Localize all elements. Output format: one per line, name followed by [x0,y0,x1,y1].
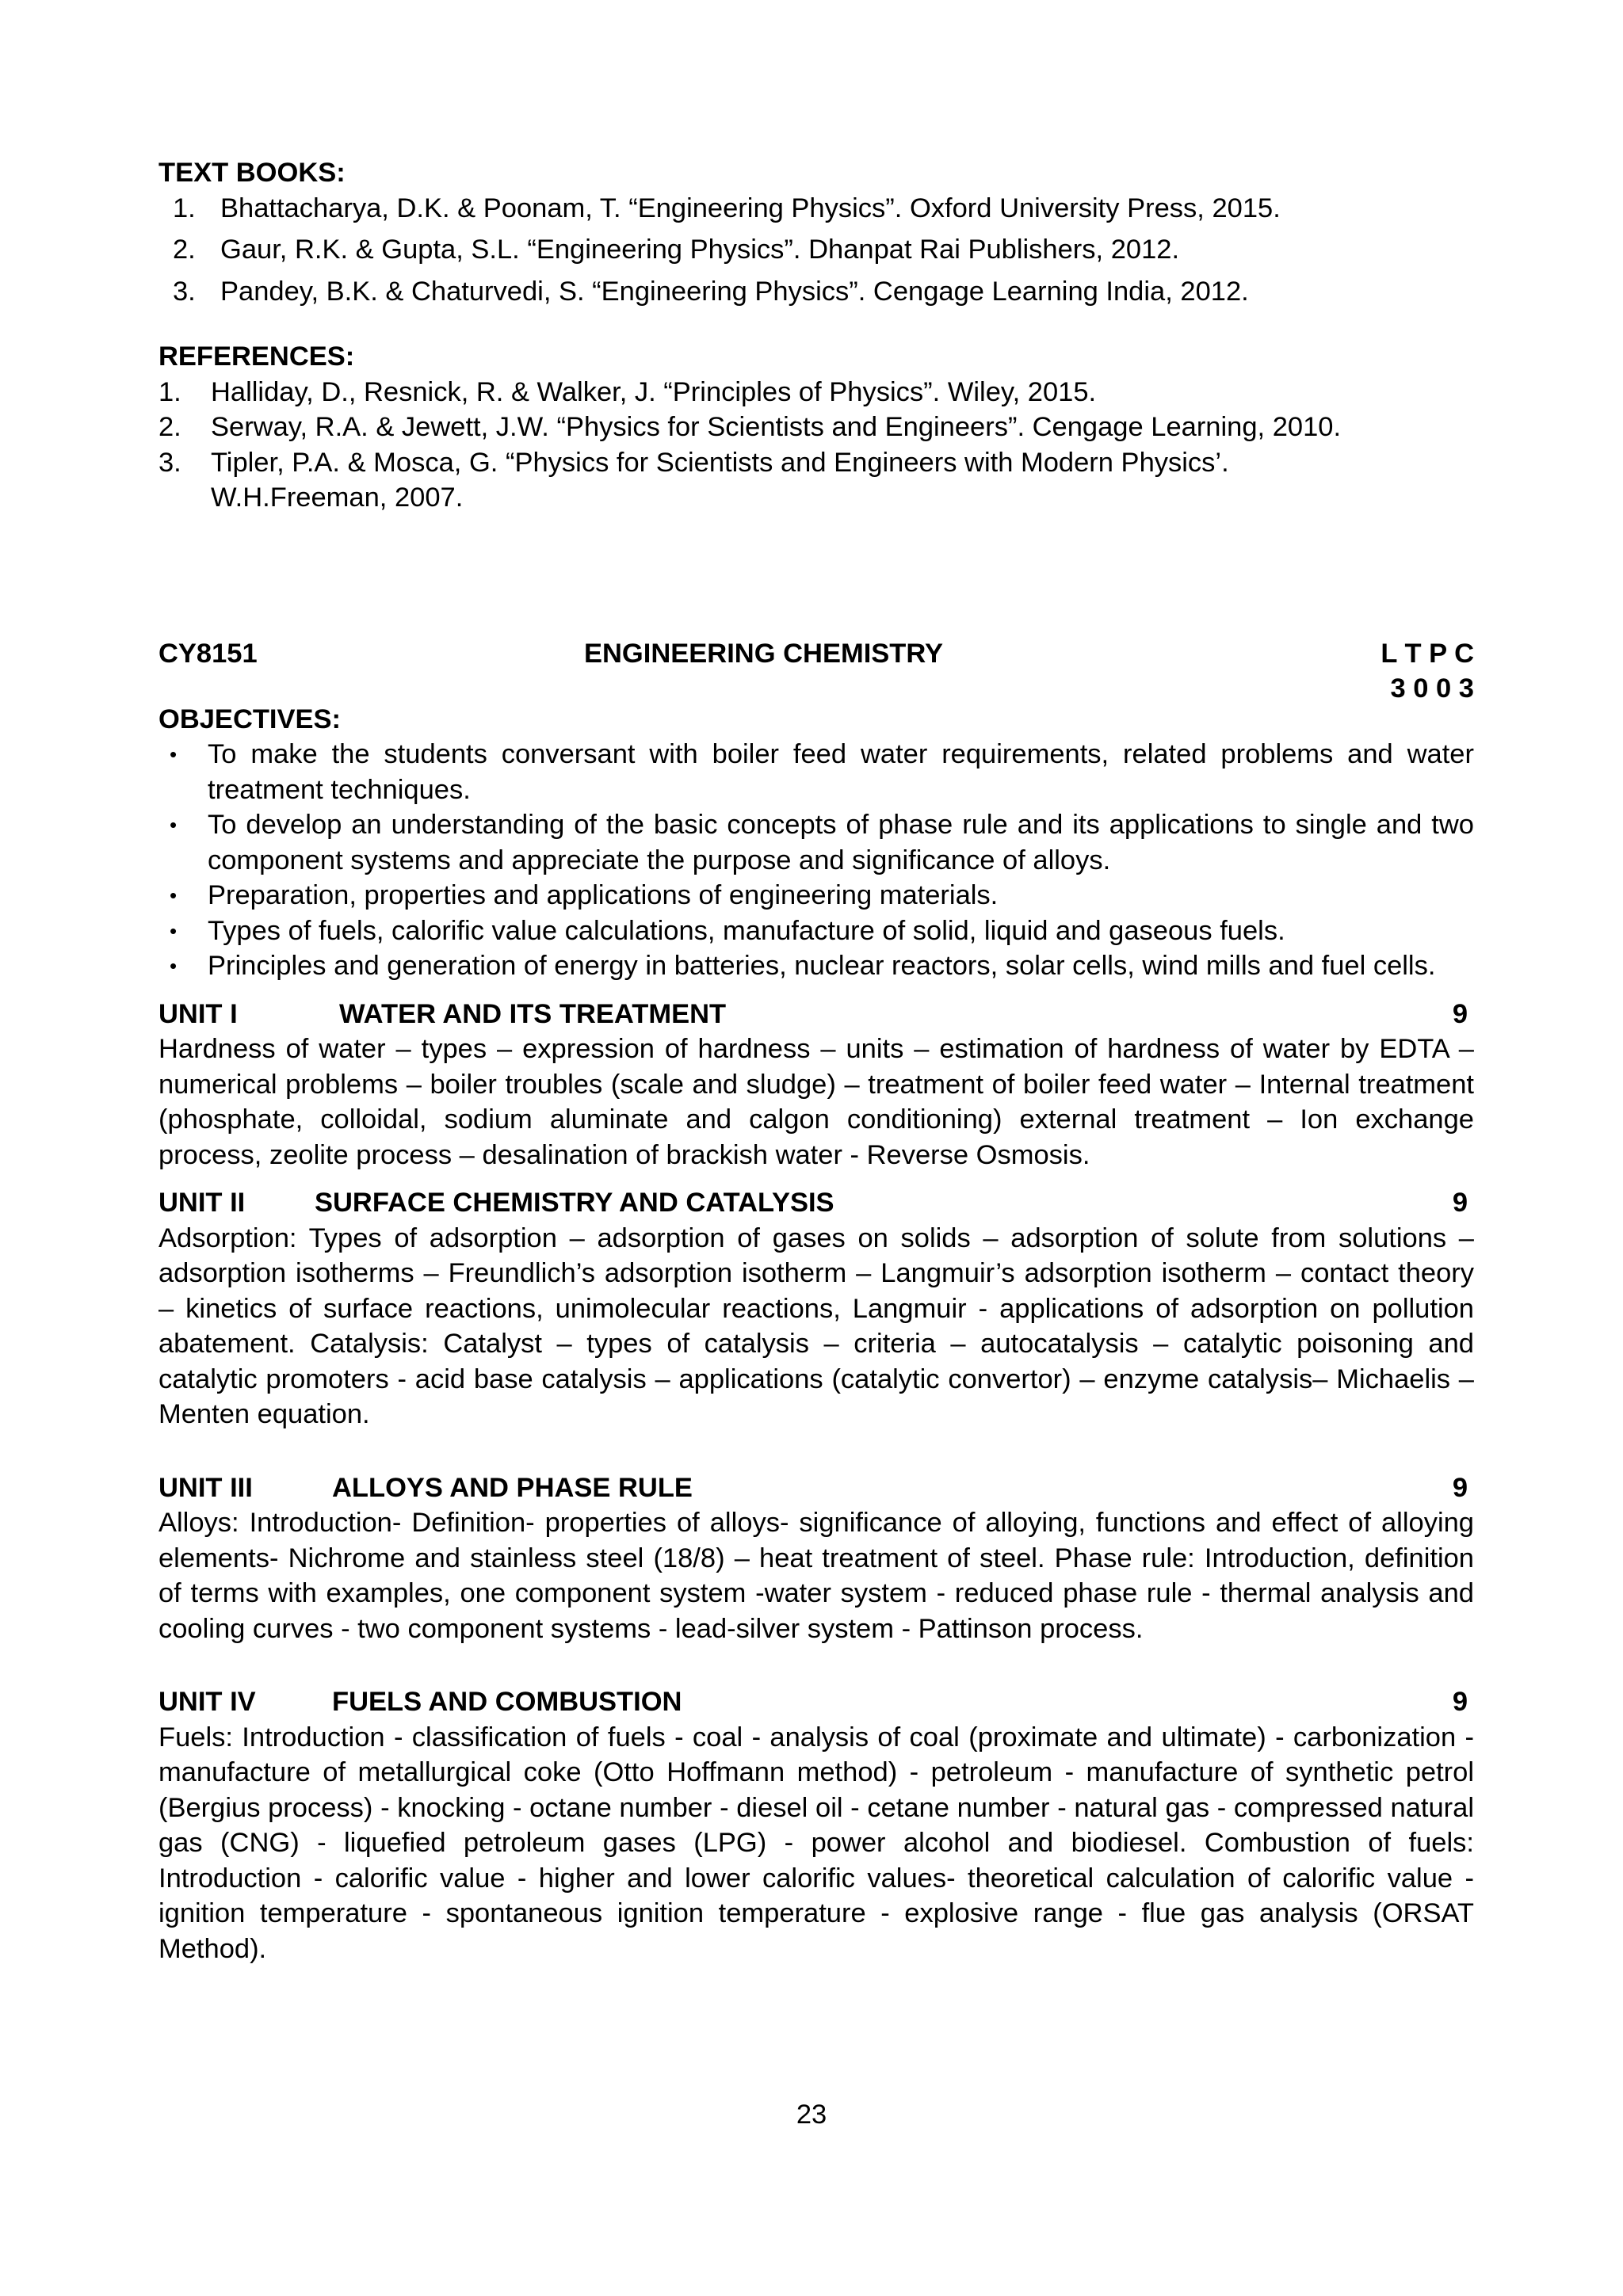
unit-section [158,1470,1474,1647]
unit-number: UNIT III [158,1472,253,1503]
ltpc-block [1339,636,1474,707]
textbooks-list [158,191,1474,310]
page-number: 23 [796,2100,827,2130]
objective-text: Types of fuels, calorific value calculations, manufacture of solid, liquid and gaseous fuels. [208,915,1285,946]
list-item-number: 3. [173,276,196,307]
ltpc-labels: L T P C [1381,638,1474,669]
objectives-list [158,737,1474,984]
list-item [158,375,1474,410]
unit-heading [158,1684,1474,1720]
unit-heading [158,1185,1474,1221]
textbooks-heading: TEXT BOOKS: [158,158,346,188]
list-item [158,807,1474,878]
bullet-icon: • [170,918,178,943]
list-item-number: 2. [173,235,196,265]
bullet-icon: • [170,883,178,907]
list-item [158,410,1474,445]
list-item-text: Tipler, P.A. & Mosca, G. “Physics for Scientists and Engineers with Modern Physics’. W.H.Freeman, 2007. [211,447,1229,513]
unit-hours: 9 [1452,998,1468,1029]
objective-text: Preparation, properties and applications of engineering materials. [208,880,999,910]
unit-section [158,997,1474,1173]
list-item-number: 1. [173,193,196,223]
list-item [158,913,1474,949]
list-item [158,948,1474,984]
objective-text: To develop an understanding of the basic concepts of phase rule and its applications to single and two component systems and appreciate the purpose and significance of alloys. [208,810,1474,875]
unit-body: Fuels: Introduction - classification of fuels - coal - analysis of coal (proximate and ultimate) - carbonization - manufacture of metallurgical coke (Otto Hoffmann method) - petroleum - manufacture of synthetic petrol (Bergius process) - knocking - octane number - diesel oil - cetane number - natural gas - compressed natural gas (CNG) - liquefied petroleum gases (LPG) - power alcohol and biodiesel. Combustion of fuels: Introduction - calorific value - higher and lower calorific values- theoretical calculation of calorific value - ignition temperature - spontaneous ignition temperature - explosive range - flue gas analysis (ORSAT Method). [158,1722,1474,1964]
list-item-text: Pandey, B.K. & Chaturvedi, S. “Engineering Physics”. Cengage Learning India, 2012. [220,276,1249,307]
objective-text: Principles and generation of energy in batteries, nuclear reactors, solar cells, wind mills and fuel cells. [208,951,1436,981]
unit-title: SURFACE CHEMISTRY AND CATALYSIS [315,1188,834,1218]
references-list [158,375,1474,516]
list-item-number: 2. [158,412,181,442]
list-item [158,445,1474,516]
list-item-number: 1. [158,376,181,407]
bullet-icon: • [170,954,178,978]
unit-heading [158,1470,1474,1506]
unit-hours: 9 [1452,1472,1468,1503]
list-item [158,232,1474,268]
list-item-number: 3. [158,447,181,478]
list-item [158,191,1474,227]
course-code: CY8151 [158,638,258,669]
course-header [158,636,1474,707]
unit-number: UNIT I [158,998,238,1029]
unit-body: Alloys: Introduction- Definition- properties of alloys- significance of alloying, functions and effect of alloying elements- Nichrome and stainless steel (18/8) – heat treatment of steel. Phase rule: Introduction, definition of terms with examples, one component system -water system - reduced phase rule - thermal analysis and cooling curves - two component systems - lead-silver system - Pattinson process. [158,1508,1474,1644]
unit-section [158,1684,1474,1966]
list-item [158,737,1474,807]
list-item-text: Serway, R.A. & Jewett, J.W. “Physics for Scientists and Engineers”. Cengage Learning, 2010. [211,412,1342,442]
list-item-text: Gaur, R.K. & Gupta, S.L. “Engineering Physics”. Dhanpat Rai Publishers, 2012. [220,235,1180,265]
unit-title: ALLOYS AND PHASE RULE [332,1472,693,1503]
bullet-icon: • [170,813,178,837]
unit-title: FUELS AND COMBUSTION [332,1687,682,1717]
references-heading: REFERENCES: [158,341,355,372]
unit-body: Hardness of water – types – expression of hardness – units – estimation of hardness of water by EDTA – numerical problems – boiler troubles (scale and sludge) – treatment of boiler feed water – Internal treatment (phosphate, colloidal, sodium aluminate and calgon conditioning) external treatment – Ion exchange process, zeolite process – desalination of brackish water - Reverse Osmosis. [158,1034,1474,1170]
unit-number: UNIT IV [158,1687,256,1717]
unit-section [158,1185,1474,1432]
list-item [158,274,1474,310]
ltpc-values: 3 0 0 3 [1390,673,1474,704]
list-item-text: Halliday, D., Resnick, R. & Walker, J. “Principles of Physics”. Wiley, 2015. [211,376,1097,407]
bullet-icon: • [170,742,178,766]
course-title: ENGINEERING CHEMISTRY [584,638,944,669]
unit-title: WATER AND ITS TREATMENT [339,998,727,1029]
list-item [158,878,1474,913]
unit-hours: 9 [1452,1687,1468,1717]
objective-text: To make the students conversant with boiler feed water requirements, related problems and water treatment techniques. [208,739,1474,805]
unit-body: Adsorption: Types of adsorption – adsorption of gases on solids – adsorption of solute from solutions – adsorption isotherms – Freundlich’s adsorption isotherm – Langmuir’s adsorption isotherm – contact theory – kinetics of surface reactions, unimolecular reactions, Langmuir - applications of adsorption on pollution abatement. Catalysis: Catalyst – types of catalysis – criteria – autocatalysis – catalytic poisoning and catalytic promoters - acid base catalysis – applications (catalytic convertor) – enzyme catalysis– Michaelis – Menten equation. [158,1222,1474,1429]
unit-heading [158,997,1474,1032]
unit-hours: 9 [1452,1188,1468,1218]
objectives-heading: OBJECTIVES: [158,704,342,734]
page-content [158,155,1474,1966]
unit-number: UNIT II [158,1188,246,1218]
list-item-text: Bhattacharya, D.K. & Poonam, T. “Engineering Physics”. Oxford University Press, 2015. [220,193,1281,223]
